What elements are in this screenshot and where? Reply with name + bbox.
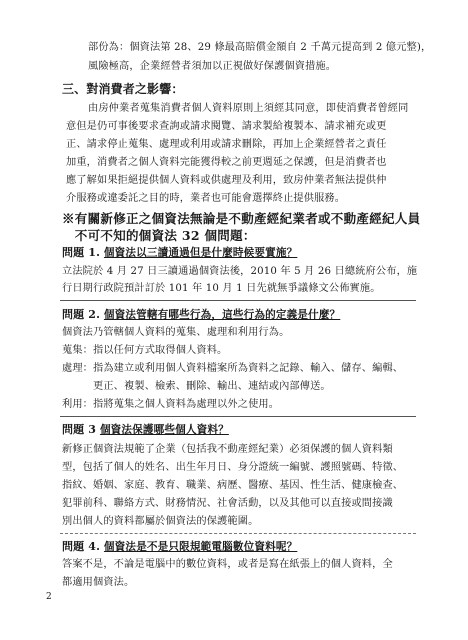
question-4-title-row — [62, 540, 297, 554]
question-2-body-line: 個資法乃管轄個人資料的蒐集、處理和利用行為。 — [62, 327, 290, 338]
question-2-body-line: 蒐集：指以任何方式取得個人資料。 — [62, 345, 228, 356]
question-divider — [60, 533, 416, 534]
question-3-body-line: 型，包括了個人的姓名、出生年月日、身分證統一編號、護照號碼、特徵、 — [62, 462, 404, 473]
question-title: 個資法管轄有哪些行為，這些行為的定義是什麼？ — [103, 309, 341, 321]
question-4-body-line: 都適用個資法。 — [62, 577, 135, 588]
section2-tail-line: 部份為：個資法第 28、29 條最高賠償金額自 2 千萬元提高到 2 億元整)， — [88, 42, 432, 53]
question-number: 問題 1. — [62, 246, 101, 259]
section3-paragraph-line: 加重，消費者之個人資料完能獲得較之前更週延之保護，但是消費者也 — [66, 157, 387, 168]
question-divider — [60, 300, 416, 301]
notice-line: ※有關新修正之個資法無論是不動產經紀業者或不動產經紀人員 — [62, 211, 421, 226]
question-title: 個資法以三讀通過但是什麼時候要實施？ — [103, 247, 298, 259]
question-3-body-line: 別出個人的資料都屬於個資法的保護範圍。 — [62, 516, 259, 527]
question-3-body-line: 犯罪前科、聯絡方式、財務情況、社會活動，以及其他可以直接或間接識 — [62, 498, 393, 509]
section3-heading: 三、對消費者之影響： — [62, 82, 184, 96]
question-3-body-line: 指紋、婚姻、家庭、教育、職業、病歷、醫療、基因、性生活、健康檢查、 — [62, 480, 404, 491]
question-number: 問題 2. — [62, 308, 101, 321]
question-2-body-line: 處理：指為建立或利用個人資料檔案所為資料之記錄、輸入、儲存、編輯、 — [62, 363, 404, 374]
question-title: 個資法是不是只限規範電腦數位資料呢？ — [103, 541, 298, 553]
question-1-body-line: 立法院於 4 月 27 日三讀通過個資法後，2010 年 5 月 26 日總統府公布，施 — [62, 266, 418, 277]
question-3-body-line: 新修正個資法規範了企業（包括我不動產經紀業）必須保護的個人資料類 — [62, 444, 393, 455]
section3-paragraph-line: 意但是仍可事後要求查詢或請求閱覽、請求製給複製本、請求補充或更 — [66, 121, 387, 132]
section3-paragraph-line: 正、請求停止蒐集、處理或利用或請求刪除，再加上企業經營者之責任 — [66, 139, 387, 150]
question-2-body-line: 更正、複製、檢索、刪除、輸出、連結或內部傳送。 — [62, 381, 331, 392]
question-4-body-line: 答案不是，不論是電腦中的數位資料，或者是寫在紙張上的個人資料，全 — [62, 559, 393, 570]
page-number: 2 — [46, 592, 52, 602]
notice-line: 不可不知的個資法 32 個問題： — [62, 228, 256, 243]
section3-paragraph-line: 應了解如果拒絕提供個人資料或供處理及利用，致房仲業者無法提供仲 — [66, 175, 387, 186]
question-number: 問題 3 — [62, 423, 97, 436]
question-2-body-line: 利用：指將蒐集之個人資料為處理以外之使用。 — [62, 399, 280, 410]
section3-paragraph-line: 介服務或違委託之目的時，業者也可能會選擇終止提供服務。 — [66, 193, 346, 204]
question-1-body-line: 行日期行政院預計訂於 101 年 10 月 1 日先就無爭議條文公佈實施。 — [62, 283, 381, 294]
question-title: 個資法保護哪些個人資料？ — [99, 424, 229, 436]
question-number: 問題 4. — [62, 540, 101, 553]
question-2-title-row — [62, 308, 340, 322]
question-1-title-row — [62, 246, 297, 260]
question-3-title-row — [62, 423, 229, 437]
question-divider — [60, 416, 416, 417]
section2-tail-line: 風險極高，企業經營者須加以正視做好保護個資措施。 — [88, 61, 337, 72]
section3-paragraph-line: 由房仲業者蒐集消費者個人資料原則上須經其同意，即使消費者曾經同 — [88, 103, 409, 114]
